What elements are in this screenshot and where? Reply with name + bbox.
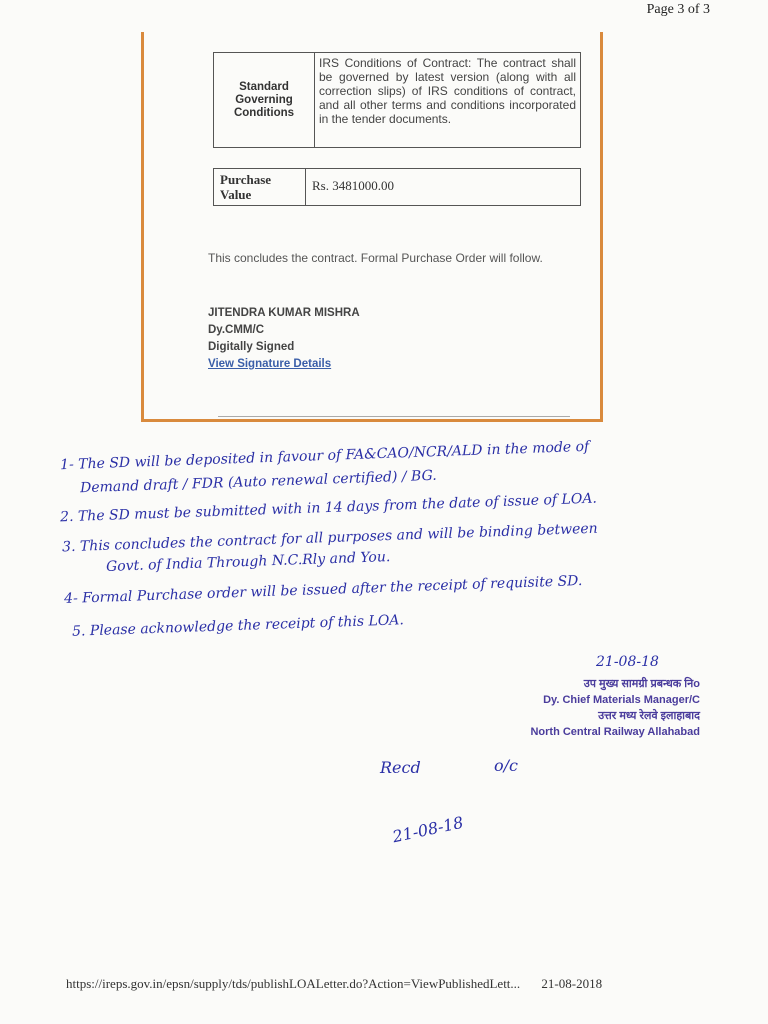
stamp-line-hindi-2: उत्तर मध्य रेलवे इलाहाबाद xyxy=(598,710,700,722)
conditions-label: Standard Governing Conditions xyxy=(214,53,315,147)
digitally-signed-label: Digitally Signed xyxy=(208,341,295,353)
signature-block xyxy=(208,305,360,373)
official-stamp xyxy=(510,676,700,740)
note-line-2: Demand draft / FDR (Auto renewal certified) / BG. xyxy=(79,467,437,497)
signatory-designation: Dy.CMM/C xyxy=(208,324,265,336)
received-date: 21-08-18 xyxy=(390,812,466,847)
note-line-1: 1- The SD will be deposited in favour of FA&CAO/NCR/ALD in the mode of xyxy=(59,438,590,474)
view-signature-link[interactable]: View Signature Details xyxy=(208,358,332,370)
purchase-value: Rs. 3481000.00 xyxy=(312,178,394,193)
note-line-3: 2. The SD must be submitted with in 14 days from the date of issue of LOA. xyxy=(59,490,598,526)
stamp-line-hindi-1: उप मुख्य सामग्री प्रबन्धक निo xyxy=(583,678,700,690)
purchase-table xyxy=(213,168,581,206)
conditions-text: IRS Conditions of Contract: The contract shall be governed by latest version (along with all correction slips) of IRS conditions of contract, and all other terms and conditions incorporated in the tender documents. xyxy=(319,56,576,126)
conditions-table xyxy=(213,52,581,148)
conclusion-text: This concludes the contract. Formal Purchase Order will follow. xyxy=(208,251,543,265)
signatory-name: JITENDRA KUMAR MISHRA xyxy=(208,307,360,319)
stamp-line-2: Dy. Chief Materials Manager/C xyxy=(543,694,700,706)
footer-url[interactable]: https://ireps.gov.in/epsn/supply/tds/publishLOALetter.do?Action=ViewPublishedLett... xyxy=(66,976,521,991)
footer-date: 21-08-2018 xyxy=(541,976,603,991)
note-line-4: 3. This concludes the contract for all purposes and will be binding between xyxy=(61,520,598,556)
received-note: Recd xyxy=(380,758,421,777)
footer xyxy=(66,976,602,992)
note-line-6: 4- Formal Purchase order will be issued after the receipt of requisite SD. xyxy=(63,572,583,608)
divider xyxy=(218,416,570,417)
stamp-signature-date: 21-08-18 xyxy=(596,654,659,670)
note-line-7: 5. Please acknowledge the receipt of this LOA. xyxy=(71,612,405,640)
stamp-line-4: North Central Railway Allahabad xyxy=(530,726,700,738)
purchase-label: Purchase Value xyxy=(214,169,306,205)
page-number: Page 3 of 3 xyxy=(646,2,710,17)
oc-note: o/c xyxy=(494,756,518,775)
note-line-5: Govt. of India Through N.C.Rly and You. xyxy=(105,549,391,575)
